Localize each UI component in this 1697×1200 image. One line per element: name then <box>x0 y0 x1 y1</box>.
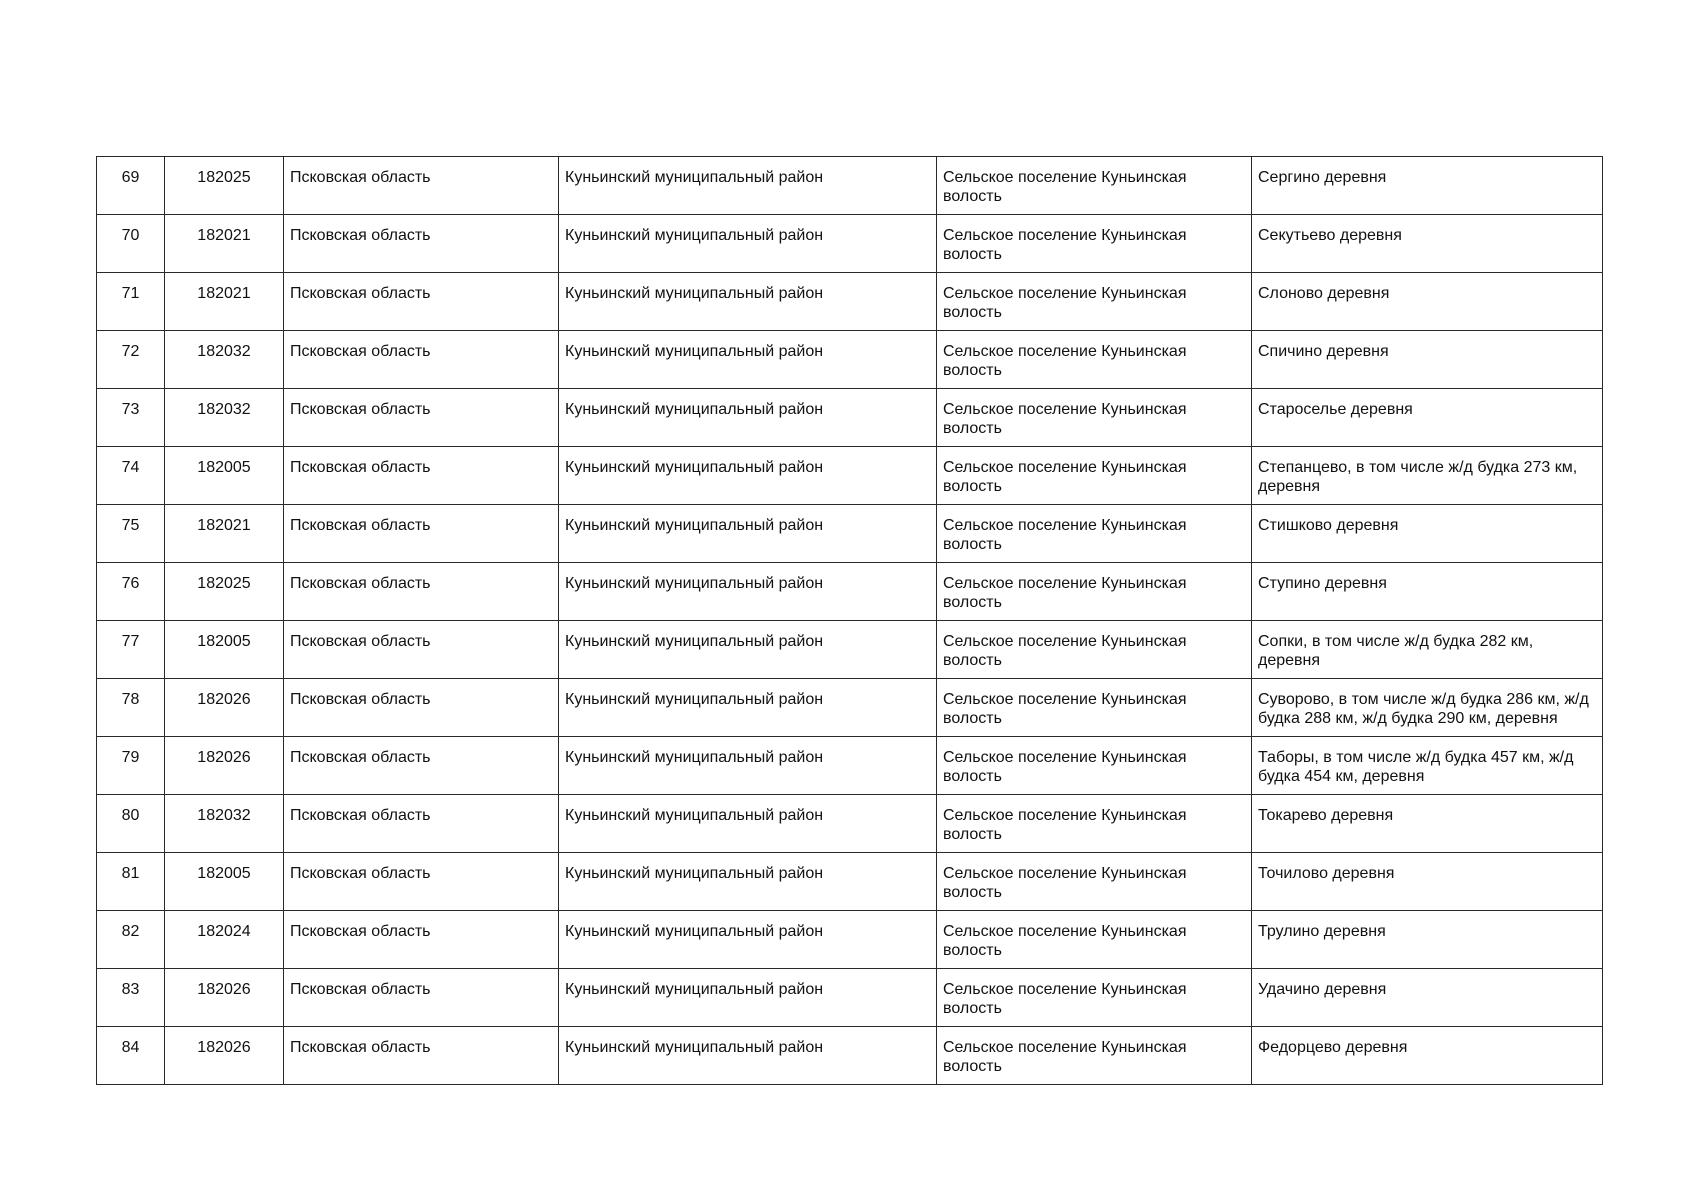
row-number: 71 <box>97 273 165 331</box>
settlement-cell: Сельское поселение Куньинская волость <box>937 215 1252 273</box>
row-number: 74 <box>97 447 165 505</box>
settlement-cell: Сельское поселение Куньинская волость <box>937 273 1252 331</box>
region-cell: Псковская область <box>284 505 559 563</box>
postal-index: 182025 <box>165 157 284 215</box>
table-row <box>97 911 1603 969</box>
postal-index: 182025 <box>165 563 284 621</box>
settlement-cell: Сельское поселение Куньинская волость <box>937 737 1252 795</box>
region-cell: Псковская область <box>284 737 559 795</box>
row-number: 81 <box>97 853 165 911</box>
postal-index: 182026 <box>165 969 284 1027</box>
row-number: 75 <box>97 505 165 563</box>
district-cell: Куньинский муниципальный район <box>559 969 937 1027</box>
district-cell: Куньинский муниципальный район <box>559 157 937 215</box>
postal-index: 182032 <box>165 389 284 447</box>
locality-cell: Токарево деревня <box>1252 795 1603 853</box>
region-cell: Псковская область <box>284 563 559 621</box>
district-cell: Куньинский муниципальный район <box>559 679 937 737</box>
settlements-table <box>96 156 1603 1085</box>
table-row <box>97 447 1603 505</box>
table-row <box>97 215 1603 273</box>
row-number: 82 <box>97 911 165 969</box>
locality-cell: Точилово деревня <box>1252 853 1603 911</box>
table-row <box>97 273 1603 331</box>
postal-index: 182005 <box>165 621 284 679</box>
settlement-cell: Сельское поселение Куньинская волость <box>937 621 1252 679</box>
district-cell: Куньинский муниципальный район <box>559 331 937 389</box>
district-cell: Куньинский муниципальный район <box>559 621 937 679</box>
row-number: 79 <box>97 737 165 795</box>
district-cell: Куньинский муниципальный район <box>559 447 937 505</box>
table-row <box>97 563 1603 621</box>
postal-index: 182032 <box>165 795 284 853</box>
postal-index: 182005 <box>165 853 284 911</box>
table-body <box>97 157 1603 1085</box>
district-cell: Куньинский муниципальный район <box>559 563 937 621</box>
locality-cell: Федорцево деревня <box>1252 1027 1603 1085</box>
region-cell: Псковская область <box>284 969 559 1027</box>
table-row <box>97 795 1603 853</box>
settlement-cell: Сельское поселение Куньинская волость <box>937 563 1252 621</box>
settlement-cell: Сельское поселение Куньинская волость <box>937 389 1252 447</box>
region-cell: Псковская область <box>284 679 559 737</box>
row-number: 72 <box>97 331 165 389</box>
region-cell: Псковская область <box>284 157 559 215</box>
locality-cell: Сопки, в том числе ж/д будка 282 км, деревня <box>1252 621 1603 679</box>
district-cell: Куньинский муниципальный район <box>559 215 937 273</box>
postal-index: 182021 <box>165 505 284 563</box>
locality-cell: Удачино деревня <box>1252 969 1603 1027</box>
region-cell: Псковская область <box>284 1027 559 1085</box>
postal-index: 182021 <box>165 273 284 331</box>
district-cell: Куньинский муниципальный район <box>559 911 937 969</box>
region-cell: Псковская область <box>284 795 559 853</box>
table-row <box>97 679 1603 737</box>
district-cell: Куньинский муниципальный район <box>559 273 937 331</box>
table-row <box>97 157 1603 215</box>
district-cell: Куньинский муниципальный район <box>559 853 937 911</box>
row-number: 73 <box>97 389 165 447</box>
settlement-cell: Сельское поселение Куньинская волость <box>937 911 1252 969</box>
settlement-cell: Сельское поселение Куньинская волость <box>937 795 1252 853</box>
district-cell: Куньинский муниципальный район <box>559 389 937 447</box>
locality-cell: Стишково деревня <box>1252 505 1603 563</box>
row-number: 84 <box>97 1027 165 1085</box>
region-cell: Псковская область <box>284 389 559 447</box>
locality-cell: Секутьево деревня <box>1252 215 1603 273</box>
region-cell: Псковская область <box>284 621 559 679</box>
postal-index: 182026 <box>165 679 284 737</box>
locality-cell: Суворово, в том числе ж/д будка 286 км, ж/д будка 288 км, ж/д будка 290 км, деревня <box>1252 679 1603 737</box>
row-number: 77 <box>97 621 165 679</box>
table-row <box>97 969 1603 1027</box>
region-cell: Псковская область <box>284 911 559 969</box>
row-number: 76 <box>97 563 165 621</box>
locality-cell: Спичино деревня <box>1252 331 1603 389</box>
district-cell: Куньинский муниципальный район <box>559 795 937 853</box>
table-row <box>97 331 1603 389</box>
postal-index: 182024 <box>165 911 284 969</box>
row-number: 70 <box>97 215 165 273</box>
region-cell: Псковская область <box>284 853 559 911</box>
table-row <box>97 505 1603 563</box>
row-number: 69 <box>97 157 165 215</box>
region-cell: Псковская область <box>284 273 559 331</box>
postal-index: 182032 <box>165 331 284 389</box>
region-cell: Псковская область <box>284 447 559 505</box>
table-row <box>97 737 1603 795</box>
district-cell: Куньинский муниципальный район <box>559 1027 937 1085</box>
settlement-cell: Сельское поселение Куньинская волость <box>937 1027 1252 1085</box>
locality-cell: Сергино деревня <box>1252 157 1603 215</box>
row-number: 83 <box>97 969 165 1027</box>
locality-cell: Ступино деревня <box>1252 563 1603 621</box>
region-cell: Псковская область <box>284 215 559 273</box>
settlement-cell: Сельское поселение Куньинская волость <box>937 505 1252 563</box>
table-row <box>97 389 1603 447</box>
locality-cell: Степанцево, в том числе ж/д будка 273 км, деревня <box>1252 447 1603 505</box>
table-row <box>97 621 1603 679</box>
settlement-cell: Сельское поселение Куньинская волость <box>937 447 1252 505</box>
region-cell: Псковская область <box>284 331 559 389</box>
settlement-cell: Сельское поселение Куньинская волость <box>937 853 1252 911</box>
postal-index: 182021 <box>165 215 284 273</box>
postal-index: 182005 <box>165 447 284 505</box>
table-row <box>97 1027 1603 1085</box>
settlement-cell: Сельское поселение Куньинская волость <box>937 331 1252 389</box>
locality-cell: Староселье деревня <box>1252 389 1603 447</box>
row-number: 80 <box>97 795 165 853</box>
settlement-cell: Сельское поселение Куньинская волость <box>937 679 1252 737</box>
district-cell: Куньинский муниципальный район <box>559 505 937 563</box>
table-row <box>97 853 1603 911</box>
district-cell: Куньинский муниципальный район <box>559 737 937 795</box>
settlement-cell: Сельское поселение Куньинская волость <box>937 157 1252 215</box>
postal-index: 182026 <box>165 1027 284 1085</box>
locality-cell: Слоново деревня <box>1252 273 1603 331</box>
locality-cell: Таборы, в том числе ж/д будка 457 км, ж/д будка 454 км, деревня <box>1252 737 1603 795</box>
settlement-cell: Сельское поселение Куньинская волость <box>937 969 1252 1027</box>
locality-cell: Трулино деревня <box>1252 911 1603 969</box>
row-number: 78 <box>97 679 165 737</box>
postal-index: 182026 <box>165 737 284 795</box>
